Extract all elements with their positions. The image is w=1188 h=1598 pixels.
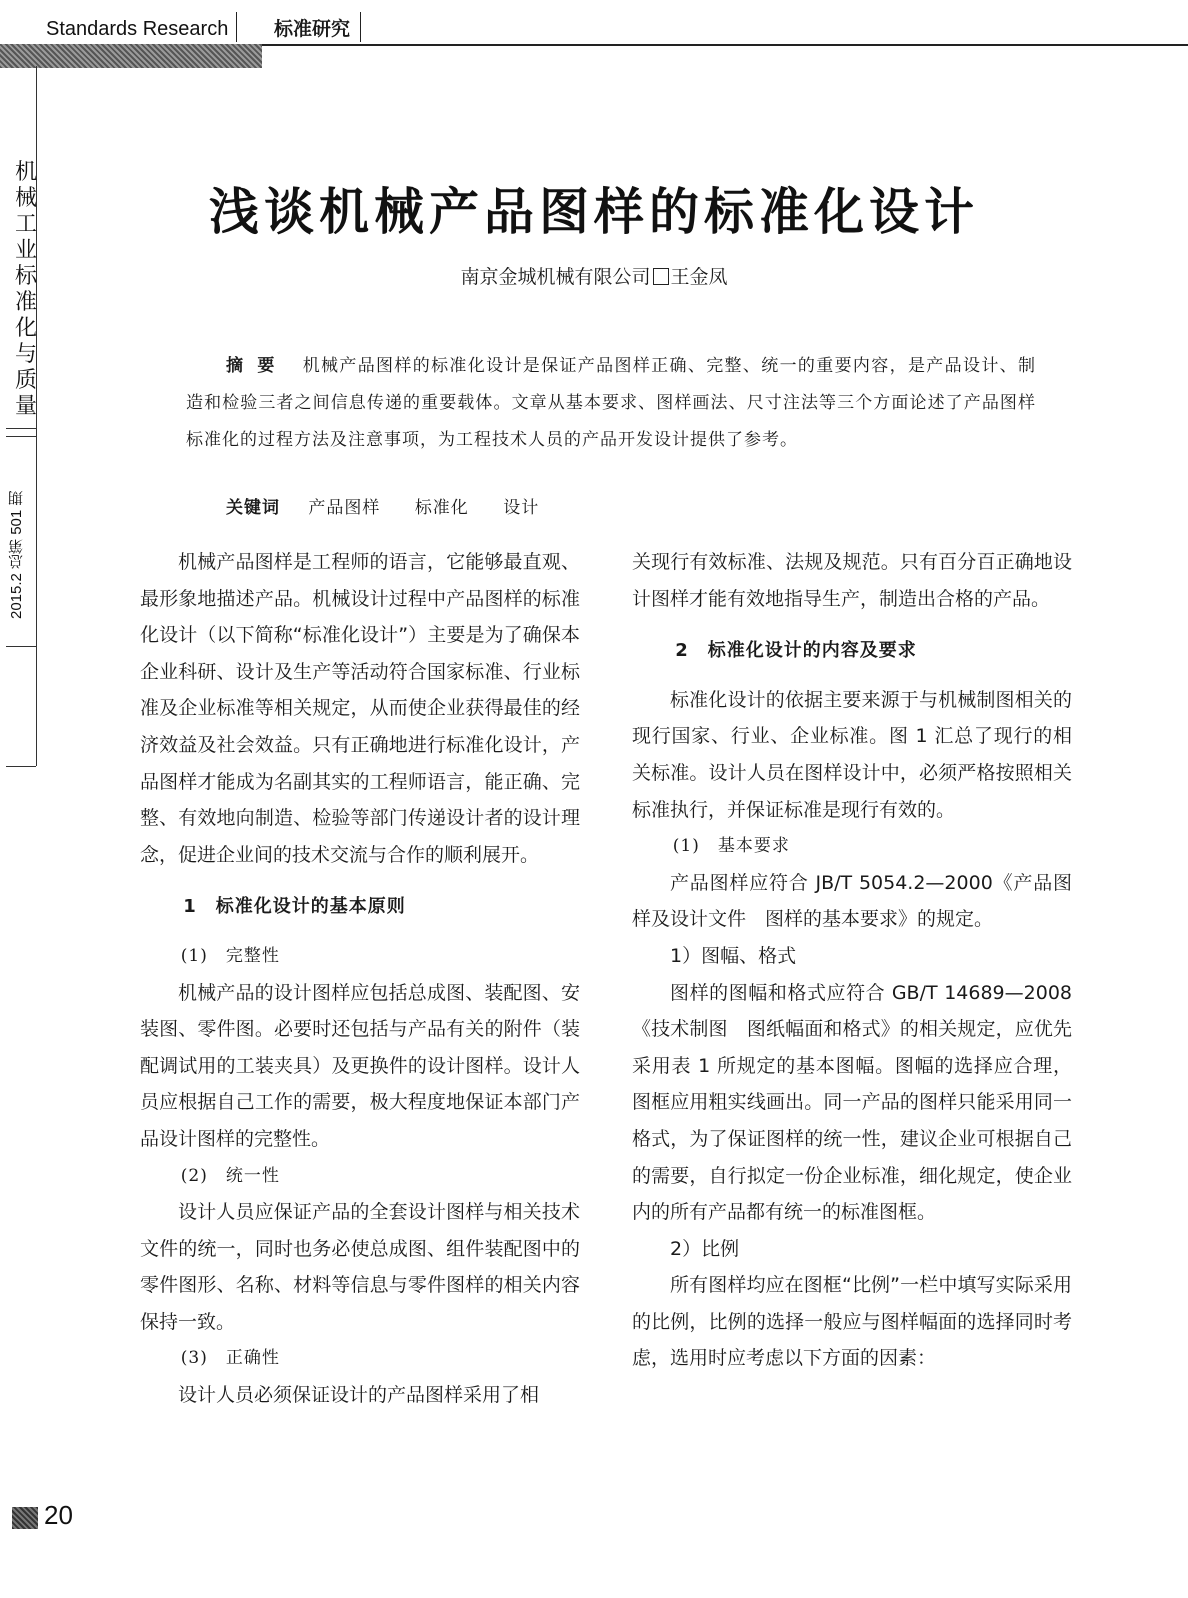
abstract-label: 摘要 — [226, 356, 289, 376]
section-heading-2: 2 标准化设计的内容及要求 — [675, 640, 917, 662]
page-number: 20 — [44, 1500, 73, 1530]
paragraph-correctness: 设计人员必须保证设计的产品图样采用了相 — [178, 1384, 540, 1407]
journal-name-vertical: 机械工业标准化与质量 — [14, 160, 37, 419]
subheading-correctness: (3) 正确性 — [180, 1348, 280, 1369]
item-heading-format: 1）图幅、格式 — [670, 944, 797, 967]
body-column-left — [140, 544, 580, 1414]
subheading-basic-requirements: (1) 基本要求 — [672, 836, 790, 857]
subheading-completeness: (1) 完整性 — [180, 945, 280, 966]
intro-paragraph: 机械产品图样是工程师的语言，它能够最直观、最形象地描述产品。机械设计过程中产品图样的标准化设计（以下简称“标准化设计”）主要是为了确保本企业科研、设计及生产等活动符合国家标准、行业标准及企业标准等相关规定，从而使企业获得最佳的经济效益及社会效益。只有正确地进行标准化设计，产品图样才能成为名副其实的工程师语言，能正确、完整、有效地向制造、检验等部门传递设计者的设计理念，促进企业间的技术交流与合作的顺利展开。 — [140, 551, 580, 866]
sidebar-divider — [6, 766, 36, 767]
paragraph-completeness: 机械产品的设计图样应包括总成图、装配图、安装图、零件图。必要时还包括与产品有关的附件（装配调试用的工装夹具）及更换件的设计图样。设计人员应根据自己工作的需要，极大程度地保证本部门产品设计图样的完整性。 — [140, 981, 580, 1150]
keyword: 设计 — [503, 498, 540, 518]
item-heading-scale: 2）比例 — [670, 1237, 740, 1260]
paragraph-basic-requirements: 产品图样应符合 JB/T 5054.2—2000《产品图样及设计文件 图样的基本要求》的规定。 — [632, 871, 1072, 931]
paragraph-scale: 所有图样均应在图框“比例”一栏中填写实际采用的比例，比例的选择一般应与图样幅面的选择同时考虑，选用时应考虑以下方面的因素： — [632, 1274, 1072, 1370]
sidebar-divider — [6, 646, 36, 647]
author-name: 王金凤 — [670, 266, 728, 288]
header-section-cn: 标准研究 — [264, 12, 361, 42]
paragraph-continued: 关现行有效标准、法规及规范。只有百分百正确地设计图样才能有效地指导生产，制造出合格的产品。 — [632, 551, 1072, 610]
author-line — [0, 262, 1188, 289]
keywords-line — [226, 493, 567, 518]
running-header — [0, 0, 1188, 70]
issue-number-vertical: 2015.2 总第 501 期 — [8, 490, 25, 620]
keyword: 标准化 — [414, 498, 469, 518]
separator-box — [653, 268, 669, 285]
section-heading-1: 1 标准化设计的基本原则 — [183, 896, 406, 918]
paragraph-format: 图样的图幅和格式应符合 GB/T 14689—2008《技术制图 图纸幅面和格式》的相关规定，应优先采用表 1 所规定的基本图幅。图幅的选择应合理，图框应用粗实线画出。同一产品的图样只能采用同一格式，为了保证图样的统一性，建议企业可根据自己的需要，自行拟定一份企业标准，细化规定，使企业内的所有产品都有统一的标准图框。 — [632, 981, 1072, 1224]
subheading-uniformity: (2) 统一性 — [180, 1165, 280, 1186]
sidebar-divider — [6, 436, 36, 437]
keyword: 产品图样 — [308, 498, 381, 518]
sidebar-divider — [6, 428, 36, 429]
header-texture-block — [0, 44, 262, 68]
abstract-text: 机械产品图样的标准化设计是保证产品图样正确、完整、统一的重要内容，是产品设计、制造和检验三者之间信息传递的重要载体。文章从基本要求、图样画法、尺寸注法等三个方面论述了产品图样标准化的过程方法及注意事项，为工程技术人员的产品开发设计提供了参考。 — [186, 356, 1037, 450]
paragraph-section-2: 标准化设计的依据主要来源于与机械制图相关的现行国家、行业、企业标准。图 1 汇总了现行的相关标准。设计人员在图样设计中，必须严格按照相关标准执行，并保证标准是现行有效的。 — [632, 688, 1072, 821]
header-rule — [262, 44, 1188, 46]
abstract — [186, 348, 1036, 459]
paragraph-uniformity: 设计人员应保证产品的全套设计图样与相关技术文件的统一，同时也务必使总成图、组件装配图中的零件图形、名称、材料等信息与零件图样的相关内容保持一致。 — [140, 1201, 580, 1333]
header-section-en: Standards Research — [38, 12, 237, 42]
footer-texture-square — [12, 1507, 38, 1529]
keywords-label: 关键词 — [226, 498, 280, 518]
body-column-right — [632, 544, 1072, 1377]
author-organization: 南京金城机械有限公司 — [460, 266, 651, 288]
article-title: 浅谈机械产品图样的标准化设计 — [209, 182, 979, 241]
